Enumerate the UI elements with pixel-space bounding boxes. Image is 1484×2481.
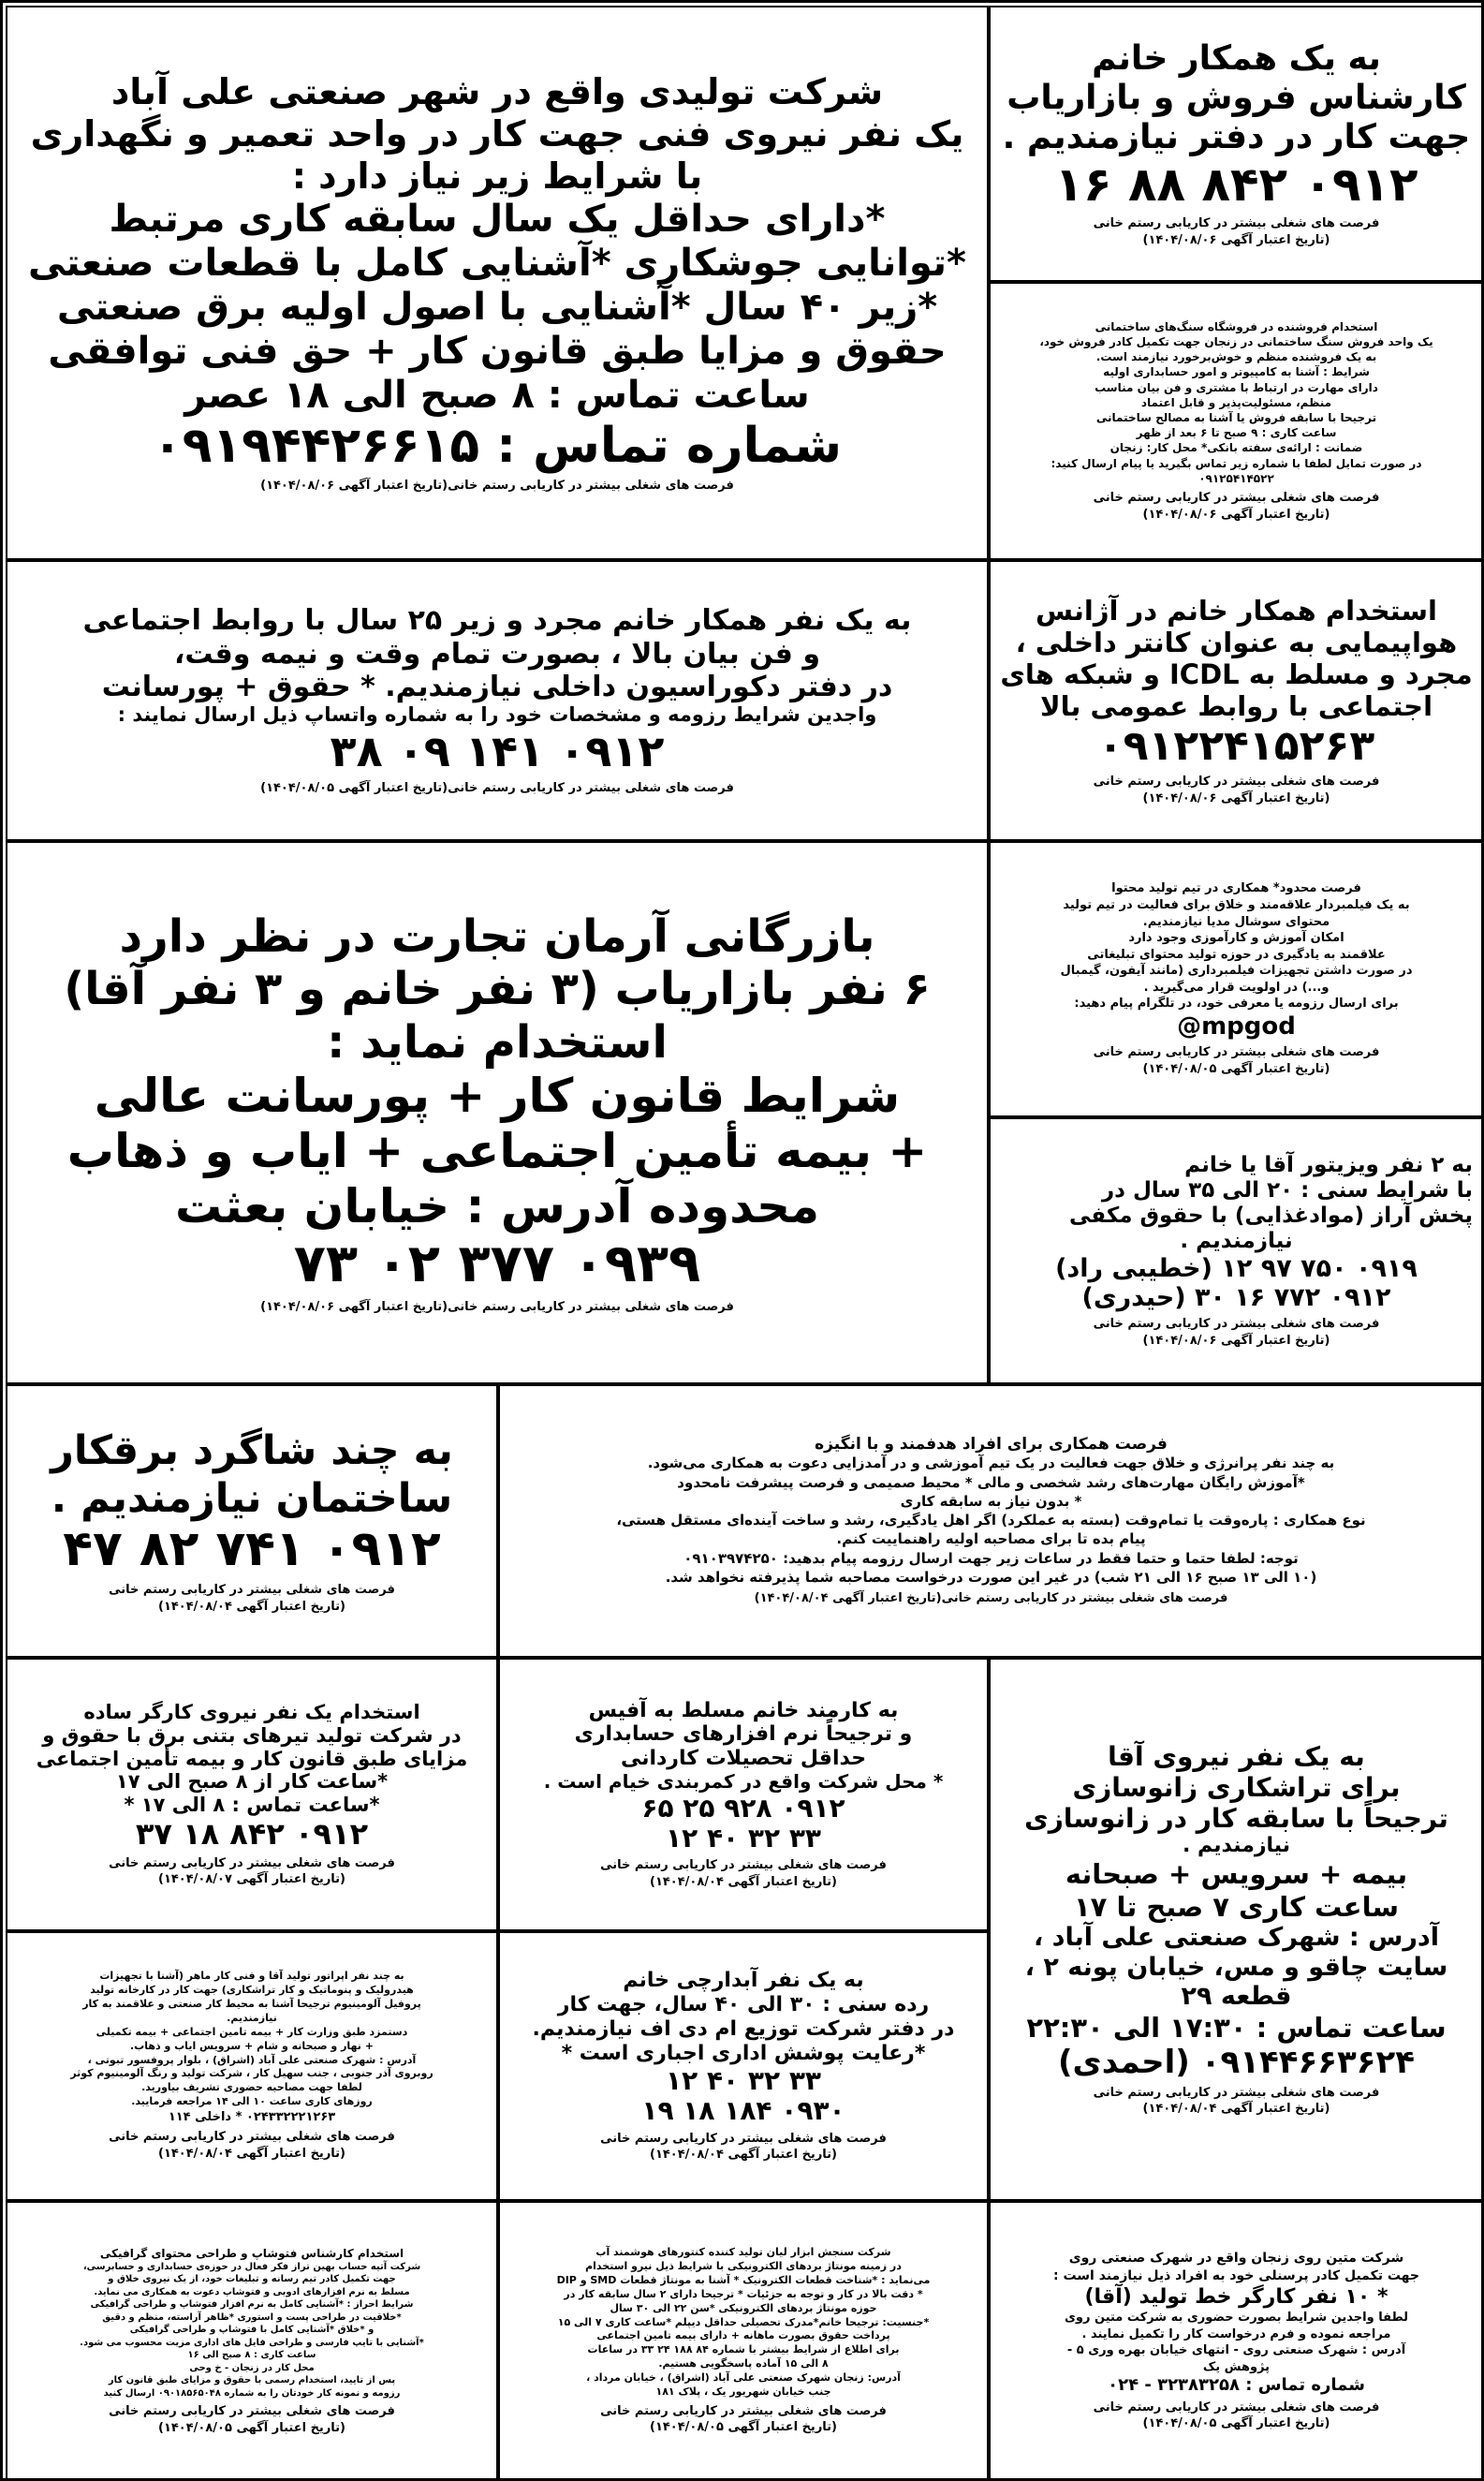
ad-industrial-technician <box>6 6 989 560</box>
ad-footer: فرصت های شغلی بیشتر در کاریابی رستم خانی <box>109 1583 395 1598</box>
ad-line: *زیر ۴۰ سال *آشنایی با اصول اولیه برق صنعتی <box>56 285 938 329</box>
ad-line: روبروی آذر جنوبی ، جنب سهیل کار ، شرکت تولید و رنگ آلومینیوم کوثر <box>70 2067 433 2080</box>
ad-line: استخدام همکار خانم در آژانس <box>1036 594 1437 627</box>
ad-concrete-poles-worker <box>6 1658 498 1931</box>
ad-line: به یک نفر همکار خانم مجرد و زیر ۲۵ سال با روابط اجتماعی <box>82 604 912 638</box>
ad-phone: ۰۹۱۲ ۸۴۲ ۸۸ ۱۶ <box>1054 156 1418 212</box>
ad-line: مزایای طبق قانون کار و بیمه تأمین اجتماعی <box>36 1747 468 1770</box>
ad-line: ۶ نفر بازاریاب (۳ نفر خانم و ۳ نفر آقا) <box>64 963 931 1016</box>
ad-line: استخدام یک نفر نیروی کارگر ساده <box>83 1701 420 1724</box>
ad-line: و...) در اولویت قرار می‌گیرید . <box>1143 980 1330 995</box>
ad-line: واجدین شرایط رزومه و مشخصات خود را به شماره واتساپ ذیل ارسال نمایند : <box>117 703 877 727</box>
ad-footer-date: (تاریخ اعتبار آگهی ۱۴۰۴/۰۸/۰۶) <box>1142 1333 1330 1348</box>
ad-line: نیازمندیم . <box>1180 1229 1293 1254</box>
ad-line: به چند نفر پرانرژی و خلاق جهت فعالیت در یک تیم آموزشی و در آمدزایی دعوت به همکاری می‌شود. <box>647 1455 1335 1472</box>
ad-line: ۸ الی ۱۵ آماده پاسخگویی هستیم. <box>658 2357 829 2370</box>
ad-line: محتوای سوشال مدیا نیازمندیم. <box>1142 914 1330 929</box>
ad-line: پیام بده تا برای مصاحبه اولیه راهنماییت کنم. <box>836 1530 1146 1548</box>
ad-footer: فرصت های شغلی بیشتر در کاریابی رستم خانی <box>109 2404 395 2419</box>
ad-footer-date: (تاریخ اعتبار آگهی ۱۴۰۴/۰۸/۰۶) <box>1142 232 1330 247</box>
ad-line: پژوهش یک <box>1202 2359 1271 2374</box>
ad-line: در صورت تمایل لطفا با شماره زیر تماس بگیرید یا پیام ارسال کنید: <box>1051 456 1422 470</box>
ad-line: امکان آموزش و کارآموزی وجود دارد <box>1128 931 1344 946</box>
ad-footer: فرصت های شغلی بیشتر در کاریابی رستم خانی <box>1093 1045 1380 1060</box>
ad-line: برای تراشکاری زانوسازی <box>1072 1772 1401 1804</box>
ad-phone: شماره تماس : ۳۲۳۸۳۲۵۸ - ۰۲۴ <box>1108 2375 1365 2396</box>
ad-line: * دقت بالا در کار و توجه به جزئیات * ترجیحا دارای ۲ سال سابقه کار در <box>564 2287 923 2300</box>
ad-phone: ۰۹۱۲۵۴۱۴۵۲۲ <box>1198 471 1274 485</box>
ad-phone: ۰۹۱۲ ۷۴۱ ۸۲ ۴۷ <box>63 1521 441 1578</box>
ad-footer-date: (تاریخ اعتبار آگهی ۱۴۰۴/۰۸/۰۴) <box>157 2146 346 2161</box>
ad-footer: فرصت های شغلی بیشتر در کاریابی رستم خانی <box>1093 490 1380 505</box>
ad-phone: ۰۹۱۲ ۱۴۱ ۰۹ ۳۸ <box>330 726 665 777</box>
ad-line: بازرگانی آرمان تجارت در نظر دارد <box>119 909 875 963</box>
ad-line: ساختمان نیازمندیم . <box>51 1474 453 1522</box>
ad-photoshop-designer <box>6 2201 498 2481</box>
ad-phone: ۳۳ ۳۲ ۴۰ ۱۲ <box>666 2065 821 2097</box>
ad-line: لطفا جهت مصاحبه حضوری تشریف بیاورید. <box>141 2081 362 2094</box>
ad-footer-date: (تاریخ اعتبار آگهی ۱۴۰۴/۰۸/۰۶) <box>1142 507 1330 522</box>
ad-line: شرکت سنجش ابزار لیان تولید کننده کنتورهای هوشمند آب <box>595 2246 891 2259</box>
ad-line: نوع همکاری : پاره‌وقت یا تمام‌وقت (بسته به عملکرد) اگر اهل یادگیری، رشد و ساخت آینده‌ای مستقل هستی، <box>616 1512 1366 1529</box>
ad-line: *خلاقیت در طراحی پست و استوری *ظاهر آراسته، منظم و دقیق <box>102 2311 402 2323</box>
ad-line: محل کار در زنجان - خ وحی <box>189 2362 315 2373</box>
ad-line: *جنسیت: ترجیحا خانم*مدرک تحصیلی حداقل دیپلم *ساعت کاری ۷ الی ۱۵ <box>557 2315 930 2328</box>
ad-phone: ۰۹۱۹ ۷۵۰ ۹۷ ۱۲ (خطیبی راد) <box>1055 1254 1418 1284</box>
ad-line: حوزه مونتاژ بردهای الکترونیکی *سن ۲۲ الی ۳۰ سال <box>610 2301 877 2314</box>
ad-footer-date: (تاریخ اعتبار آگهی ۱۴۰۴/۰۸/۰۵) <box>157 2420 346 2435</box>
ad-line: رده سنی : ۳۰ الی ۴۰ سال، جهت کار <box>557 1993 930 2017</box>
ad-line: *آشنایی با تایپ فارسی و طراحی فایل های اداری مزیت محسوب می شود. <box>80 2337 424 2348</box>
ad-line: استخدام نماید : <box>327 1015 668 1069</box>
ad-lathe-operator <box>989 1658 1484 2201</box>
ad-line: حداقل تحصیلات کاردانی <box>620 1747 867 1771</box>
ad-line: به ۲ نفر ویزیتور آقا یا خانم <box>1184 1152 1473 1177</box>
ad-line: * بدون نیاز به سابقه کاری <box>900 1492 1082 1510</box>
ad-liyan-meters <box>498 2201 989 2481</box>
ad-footer: فرصت های شغلی بیشتر در کاریابی رستم خانی <box>1093 216 1380 231</box>
ad-line: برای ارسال رزومه یا معرفی خود، در تلگرام پیام دهید: <box>1074 997 1399 1012</box>
ad-phone: شماره تماس : ۰۹۱۹۴۴۲۶۶۱۵ <box>152 417 843 474</box>
ad-footer: فرصت های شغلی بیشتر در کاریابی رستم خانی(تاریخ اعتبار آگهی ۱۴۰۴/۰۸/۰۶) <box>260 479 734 494</box>
ad-line: استخدام فروشنده در فروشگاه سنگ‌های ساختمانی <box>1095 319 1378 333</box>
ad-line: و *خلاق *آشنایی کامل با فتوشاپ و طراحی گرافیکی <box>129 2325 375 2336</box>
ad-line: *ساعت کار از ۸ صبح الی ۱۷ <box>115 1770 389 1794</box>
ad-line: پرداخت حقوق بصورت ماهانه + دارای بیمه تامین اجتماعی <box>596 2329 890 2342</box>
ad-line: استخدام کارشناس فتوشاپ و طراحی محتوای گرافیکی <box>99 2246 404 2260</box>
ad-stone-seller <box>989 282 1484 560</box>
ad-line: در صورت داشتن تجهیزات فیلمبرداری (مانند آیفون، گیمبال <box>1060 964 1413 979</box>
ad-footer-date: (تاریخ اعتبار آگهی ۱۴۰۴/۰۸/۰۴) <box>157 1599 346 1614</box>
ad-line: برای اطلاع از شرایط بیشتر با شماره ۸۴ ۱۸۸ ۲۴ ۳۳ در ساعات <box>587 2343 900 2356</box>
ad-line: *توانایی جوشکاری *آشنایی کامل با قطعات صنعتی <box>28 241 966 285</box>
ad-line: *دارای حداقل یک سال سابقه کاری مرتبط <box>109 197 886 241</box>
ad-line: ترجیحاً با سابقه کار در زانوسازی <box>1024 1803 1448 1835</box>
ad-line: جهت کار در دفتر نیازمندیم . <box>1002 118 1471 157</box>
ad-line: قطعه ۲۹ <box>1181 1982 1292 2012</box>
ad-line: پروفیل آلومینیوم ترجیحا آشنا به محیط کار صنعتی و علاقمند به کار <box>82 1998 421 2011</box>
ad-line: جهت تکمیل کادر پرسنلی خود به افراد ذیل نیازمند است : <box>1053 2268 1419 2284</box>
ad-footer: فرصت های شغلی بیشتر در کاریابی رستم خانی <box>109 2130 395 2145</box>
ad-phone: ۰۹۱۲ ۷۷۲ ۱۶ ۳۰ (حیدری) <box>1081 1283 1391 1313</box>
ad-line: نیازمندیم . <box>1182 1834 1290 1858</box>
ad-line: به چند شاگرد برقکار <box>51 1426 453 1474</box>
ad-line: به چند نفر اپراتور تولید آقا و فنی کار ماهر (آشنا با تجهیزات <box>99 1970 404 1983</box>
ad-line: شرایط : آشنا به کامپیوتر و امور حسابداری اولیه <box>1103 365 1370 379</box>
ad-line: در زمینه مونتاژ بردهای الکترونیکی با شرایط ذیل نیرو استخدام <box>585 2260 902 2273</box>
ad-line: محدوده آدرس : خیابان بعثت <box>174 1179 820 1234</box>
ad-line: *رعایت پوشش اداری اجباری است * <box>561 2042 926 2066</box>
ad-line: شرایط قانون کار + پورسانت عالی <box>94 1069 901 1124</box>
ad-footer: فرصت های شغلی بیشتر در کاریابی رستم خانی <box>1093 775 1380 790</box>
ad-office-clerk <box>498 1658 989 1931</box>
ad-footer-date: (تاریخ اعتبار آگهی ۱۴۰۴/۰۸/۰۵) <box>649 2420 838 2435</box>
ad-line: یک واحد فروش سنگ ساختمانی در زنجان جهت تکمیل کادر فروش خود، <box>1039 335 1433 349</box>
ad-line: (۱۰ الی ۱۳ صبح ۱۶ الی ۲۱ شب) در غیر این صورت درخواست مصاحبه شما پذیرفته نخواهد شد. <box>665 1568 1317 1586</box>
ad-footer-date: (تاریخ اعتبار آگهی ۱۴۰۴/۰۸/۰۴) <box>1142 2102 1330 2117</box>
ad-line: ترجیحا با سابقه فروش یا آشنا به مصالح ساختمانی <box>1095 411 1377 425</box>
ad-line: مسلط به نرم افزارهای ادوبی و فتوشاپ دعوت به همکاری می نماید. <box>94 2286 410 2297</box>
ad-footer-date: (تاریخ اعتبار آگهی ۱۴۰۴/۰۸/۰۴) <box>649 2148 838 2163</box>
ad-line: توجه: لطفا حتما و حتما فقط در ساعات زیر جهت ارسال رزومه پیام بدهید: ۰۹۱۰۳۹۷۴۲۵۰ <box>683 1549 1299 1567</box>
telegram-handle: @mpgod <box>1177 1012 1296 1041</box>
ad-phone: ۰۹۳۰ ۱۸۴ ۱۸ ۱۹ <box>641 2095 845 2127</box>
ad-line: لطفا واجدین شرایط بصورت حضوری به شرکت متین روی <box>1064 2311 1409 2326</box>
ad-line: * محل شرکت واقع در کمربندی خیام است . <box>543 1770 944 1794</box>
ad-tea-lady <box>498 1931 989 2201</box>
ad-footer: فرصت های شغلی بیشتر در کاریابی رستم خانی <box>1093 2400 1380 2415</box>
ad-footer: فرصت های شغلی بیشتر در کاریابی رستم خانی(تاریخ اعتبار آگهی ۱۴۰۴/۰۸/۰۵) <box>260 781 734 796</box>
ad-line: کارشناس فروش و بازاریاب <box>1006 78 1466 117</box>
ad-line: به یک نفر نیروی آقا <box>1108 1741 1365 1773</box>
ad-line: ساعت کاری : ۹ صبح تا ۶ بعد از ظهر <box>1136 426 1337 440</box>
ad-line: نیازمندیم. <box>227 2011 277 2024</box>
ad-line: به یک فیلمبردار علاقه‌مند و خلاق برای فعالیت در تیم تولید <box>1063 897 1410 912</box>
ad-footer: فرصت های شغلی بیشتر در کاریابی رستم خانی <box>600 2131 887 2146</box>
ad-footer-date: (تاریخ اعتبار آگهی ۱۴۰۴/۰۸/۰۴) <box>649 1874 838 1889</box>
ad-education-team <box>498 1384 1484 1658</box>
ad-content-team <box>989 841 1484 1117</box>
ad-line: ساعت تماس : ۸ صبح الی ۱۸ عصر <box>184 374 810 418</box>
ad-line: سایت چاقو و مس، خیابان پونه ۲ ، <box>1024 1952 1448 1982</box>
ad-line: در شرکت تولید تیرهای بتنی برق با حقوق و <box>42 1723 462 1747</box>
ad-line: شرایط احراز : *آشنایی کامل به نرم افزار فتوشاپ و طراحی گرافیکی <box>90 2299 414 2311</box>
ad-phone: ۰۲۴۳۳۲۲۲۱۲۶۳ * داخلی ۱۱۴ <box>168 2109 336 2124</box>
ad-line: آدرس: زنجان شهرک صنعتی علی آباد (اشراق) ، خیابان مرداد ، <box>586 2370 901 2384</box>
ad-arman-marketers <box>6 841 989 1384</box>
ad-line: منظم، مسئولیت‌پذیر و قابل اعتماد <box>1140 395 1332 409</box>
ad-line: *آموزش رایگان مهارت‌های رشد شخصی و مالی * محیط صمیمی و فرصت پیشرفت نامحدود <box>677 1473 1305 1491</box>
ad-line: به یک نفر آبدارچی خانم <box>623 1969 864 1993</box>
ad-line: روزهای کاری ساعت ۱۰ الی ۱۴ مراجعه فرمایید. <box>131 2095 373 2108</box>
ad-line: با شرایط زیر نیاز دارد : <box>291 155 703 197</box>
ad-footer-date: (تاریخ اعتبار آگهی ۱۴۰۴/۰۸/۰۵) <box>1142 1062 1330 1077</box>
ad-line: هیدرولیک و پنوماتیک و کار تراشکاری) جهت کار در کارخانه تولید <box>90 1984 414 1997</box>
ad-line: شرکت متین روی زنجان واقع در شهرک صنعتی روی <box>1068 2251 1404 2267</box>
ad-line: * ۱۰ نفر کارگر خط تولید (آقا) <box>1084 2285 1388 2310</box>
ad-line: و فن بیان بالا ، بصورت تمام وقت و نیمه وقت، <box>173 637 820 671</box>
ad-footer-date: (تاریخ اعتبار آگهی ۱۴۰۴/۰۸/۰۶) <box>1142 790 1330 805</box>
ad-line: + نهار و صبحانه و شام + سرویس ایاب و ذهاب. <box>130 2039 374 2052</box>
ad-line: ساعت تماس : ۱۷:۳۰ الی ۲۲:۳۰ <box>1026 2012 1447 2045</box>
ad-line: آدرس : شهرک صنعتی علی آباد ، <box>1033 1922 1440 1952</box>
ad-footer: فرصت های شغلی بیشتر در کاریابی رستم خانی <box>109 1855 395 1870</box>
ad-phone: ۳۳ ۳۲ ۴۰ ۱۲ <box>666 1823 821 1854</box>
ad-footer: فرصت های شغلی بیشتر در کاریابی رستم خانی <box>1093 2085 1380 2100</box>
ad-footer: فرصت های شغلی بیشتر در کاریابی رستم خانی(تاریخ اعتبار آگهی ۱۴۰۴/۰۸/۰۴) <box>754 1591 1228 1606</box>
ad-footer: فرصت های شغلی بیشتر در کاریابی رستم خانی(تاریخ اعتبار آگهی ۱۴۰۴/۰۸/۰۶) <box>260 1299 734 1314</box>
ad-line: و ترجیحاً نرم افزارهای حسابداری <box>574 1722 913 1747</box>
ad-footer-date: (تاریخ اعتبار آگهی ۱۴۰۴/۰۸/۰۵) <box>1142 2416 1330 2431</box>
ad-line: ساعت کاری : ۸ صبح الی ۱۶ <box>187 2350 316 2361</box>
ad-footer: فرصت های شغلی بیشتر در کاریابی رستم خانی <box>600 1858 887 1873</box>
ad-line: + بیمه تأمین اجتماعی + ایاب و ذهاب <box>66 1124 928 1179</box>
ad-electrician-trainees <box>6 1384 498 1658</box>
ad-line: *ساعت تماس : ۸ الی ۱۷ * <box>124 1794 380 1817</box>
ad-line: پس از تایید، استخدام رسمی با حقوق و مزایای طبق قانون کار <box>108 2375 396 2386</box>
ad-line: دارای مهارت در ارتباط با مشتری و فن بیان مناسب <box>1095 380 1378 394</box>
ad-phone: ۰۹۳۹ ۳۷۷ ۰۲ ۷۳ <box>293 1233 701 1295</box>
ad-line: آدرس : شهرک صنعتی علی آباد (اشراق) ، بلوار پروفسور تبوتی ، <box>87 2053 417 2066</box>
ad-line: مجرد و مسلط به ICDL و شبکه های <box>1000 658 1473 691</box>
ad-line: آدرس : شهرک صنعتی روی - انتهای خیابان بهره وری ۵ - <box>1066 2343 1406 2358</box>
ad-line: بیمه + سرویس + صبحانه <box>1065 1858 1408 1891</box>
ad-aluminium-operators <box>6 1931 498 2201</box>
ad-line: رزومه و نمونه کار خودتان را به شماره ۰۹۰۱۸۵۶۵۰۴۸ ارسال کنید <box>103 2387 401 2399</box>
ad-line: با شرایط سنی : ۲۰ الی ۳۵ سال در <box>1101 1177 1473 1203</box>
ad-footer: فرصت های شغلی بیشتر در کاریابی رستم خانی <box>1093 1317 1380 1332</box>
ad-phone: ۰۹۱۴۴۶۶۳۶۲۴ (احمدی) <box>1058 2043 1415 2081</box>
ad-line: جنب خیابان شهریور یک ، پلاک ۱۸۱ <box>655 2385 831 2398</box>
ad-footer-date: (تاریخ اعتبار آگهی ۱۴۰۴/۰۸/۰۷) <box>157 1872 346 1887</box>
ad-line: به کارمند خانم مسلط به آفیس <box>588 1698 899 1722</box>
ad-line: فرصت همکاری برای افراد هدفمند و با انگیزه <box>815 1435 1168 1455</box>
ad-matin-rooy <box>989 2201 1484 2481</box>
ad-line: ساعت کاری ۷ صبح تا ۱۷ <box>1073 1890 1400 1923</box>
ad-line: اجتماعی با روابط عمومی بالا <box>1039 690 1433 723</box>
ad-phone: ۰۹۱۲ ۸۴۲ ۱۸ ۳۷ <box>135 1815 369 1852</box>
ad-line: در دفتر دکوراسیون داخلی نیازمندیم. * حقوق + پورسانت <box>101 671 893 704</box>
ad-line: مراجعه نموده و فرم درخواست کار را تکمیل نمایند . <box>1081 2326 1391 2341</box>
ad-sales-expert <box>989 6 1484 282</box>
ad-line: در دفتر شرکت توزیع ام دی اف نیازمندیم. <box>532 2017 955 2042</box>
ad-line: به یک همکار خانم <box>1092 38 1381 78</box>
ad-decoration-office <box>6 560 989 841</box>
ad-line: دستمزد طبق وزارت کار + بیمه تامین اجتماعی + بیمه تکمیلی <box>96 2025 408 2038</box>
ad-line: می‌نماید : *شناخت قطعات الکترونیک * آشنا به مونتاژ قطعات SMD و DIP <box>556 2274 931 2286</box>
ad-line: به یک فروشنده منظم و خوش‌برخورد نیازمند است. <box>1095 350 1377 364</box>
ad-footer: فرصت های شغلی بیشتر در کاریابی رستم خانی <box>600 2403 887 2418</box>
ad-line: پخش آراز (موادغذایی) با حقوق مکفی <box>1069 1203 1473 1228</box>
ad-phone: ۰۹۱۲۲۴۱۵۲۶۳ <box>1097 721 1375 770</box>
ad-line: هواپیمایی به عنوان کانتر داخلی ، <box>1015 626 1458 658</box>
ad-line: فرصت محدود* همکاری در تیم تولید محتوا <box>1111 881 1361 896</box>
ad-line: ضمانت : ارائه‌ی سفته بانکی* محل کار: زنجان <box>1109 441 1363 455</box>
ad-visitors <box>989 1117 1484 1384</box>
ad-travel-agency <box>989 560 1484 841</box>
ad-line: یک نفر نیروی فنی جهت کار در واحد تعمیر و نگهداری <box>30 112 964 155</box>
ad-line: جهت تکمیل کادر تیم رسانه و تبلیغات خود، از یک نیروی خلاق و <box>108 2274 396 2285</box>
ad-phone: ۰۹۱۲ ۹۲۸ ۲۵ ۶۵ <box>641 1792 845 1824</box>
ad-line: شرکت آتیه حساب بهین تراز فکر فعال در حوزه‌ی حسابداری و حسابرسی، <box>82 2261 421 2272</box>
ad-line: شرکت تولیدی واقع در شهر صنعتی علی آباد <box>110 71 884 113</box>
ad-line: علاقمند به یادگیری در حوزه تولید محتوای تبلیغاتی <box>1087 947 1386 962</box>
ad-line: حقوق و مزایا طبق قانون کار + حق فنی توافقی <box>48 330 947 374</box>
